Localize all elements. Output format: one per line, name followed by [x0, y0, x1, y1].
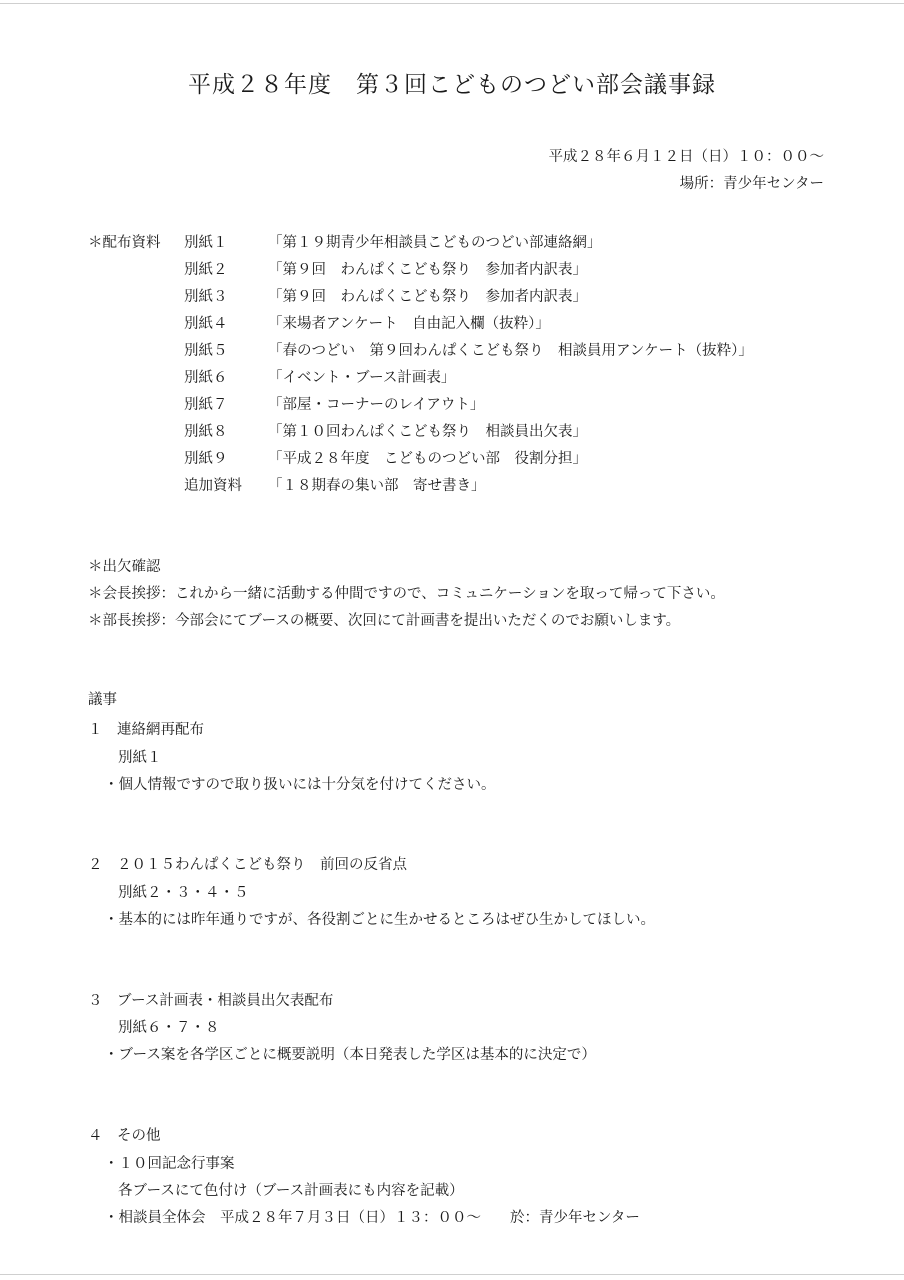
agenda-ref: 別紙１ [118, 750, 162, 766]
agenda-note: ・基本的には昨年通りですが、各役割ごとに生かせるところはぜひ生かしてほしい。 [104, 912, 655, 928]
attendance-check: ＊出欠確認 [88, 559, 161, 575]
material-id: 別紙７ [184, 397, 228, 413]
agenda-label: 議事 [88, 692, 117, 708]
material-desc: 「１８期春の集い部 寄せ書き」 [268, 478, 486, 494]
material-id: 別紙８ [184, 424, 228, 440]
material-id: 別紙３ [184, 289, 228, 305]
agenda-heading: １ 連絡網再配布 [88, 722, 204, 738]
document-title: 平成２８年度 第３回こどものつどい部会議事録 [188, 72, 716, 98]
material-desc: 「平成２８年度 こどものつどい部 役割分担」 [268, 451, 587, 467]
agenda-ref: 別紙６・７・８ [118, 1020, 220, 1036]
material-id: 別紙９ [184, 451, 228, 467]
chair-greeting: ＊会長挨拶：これから一緒に活動する仲間ですので、コミュニケーションを取って帰って下さい。 [88, 586, 725, 602]
agenda-bullet-detail: 各ブースにて色付け（ブース計画表にも内容を記載） [118, 1183, 464, 1199]
material-desc: 「第１０回わんぱくこども祭り 相談員出欠表」 [268, 424, 587, 440]
material-id: 別紙２ [184, 262, 228, 278]
agenda-bullet: ・相談員全体会 平成２８年７月３日（日）１３：００～ 於：青少年センター [104, 1210, 640, 1226]
material-desc: 「春のつどい 第９回わんぱくこども祭り 相談員用アンケート（抜粋）」 [268, 343, 753, 359]
material-desc: 「部屋・コーナーのレイアウト」 [268, 397, 485, 413]
material-id: 別紙６ [184, 370, 228, 386]
agenda-bullet: ・１０回記念行事案 [104, 1156, 235, 1172]
material-desc: 「来場者アンケート 自由記入欄（抜粋）」 [268, 316, 550, 332]
agenda-note: ・個人情報ですので取り扱いには十分気を付けてください。 [104, 777, 496, 793]
agenda-heading: ３ ブース計画表・相談員出欠表配布 [88, 993, 334, 1009]
material-desc: 「第９回 わんぱくこども祭り 参加者内訳表」 [268, 262, 587, 278]
agenda-ref: 別紙２・３・４・５ [118, 885, 249, 901]
meeting-date: 平成２８年６月１２日（日）１０：００～ [548, 149, 824, 165]
material-id: 別紙１ [184, 235, 228, 251]
meeting-location: 場所：青少年センター [679, 176, 824, 192]
material-desc: 「イベント・ブース計画表」 [268, 370, 456, 386]
material-id: 別紙５ [184, 343, 228, 359]
agenda-heading: ４ その他 [88, 1128, 161, 1144]
head-greeting: ＊部長挨拶：今部会にてブースの概要、次回にて計画書を提出いただくのでお願いします。 [88, 613, 681, 629]
materials-label: ＊配布資料 [88, 235, 161, 251]
material-desc: 「第１９期青少年相談員こどものつどい部連絡網」 [268, 235, 602, 251]
material-desc: 「第９回 わんぱくこども祭り 参加者内訳表」 [268, 289, 587, 305]
material-id: 追加資料 [184, 478, 242, 494]
agenda-heading: ２ ２０１５わんぱくこども祭り 前回の反省点 [88, 857, 407, 873]
agenda-note: ・ブース案を各学区ごとに概要説明（本日発表した学区は基本的に決定で） [104, 1047, 596, 1063]
scan-edge-top [0, 3, 904, 4]
material-id: 別紙４ [184, 316, 228, 332]
scan-edge-bottom [0, 1274, 904, 1275]
